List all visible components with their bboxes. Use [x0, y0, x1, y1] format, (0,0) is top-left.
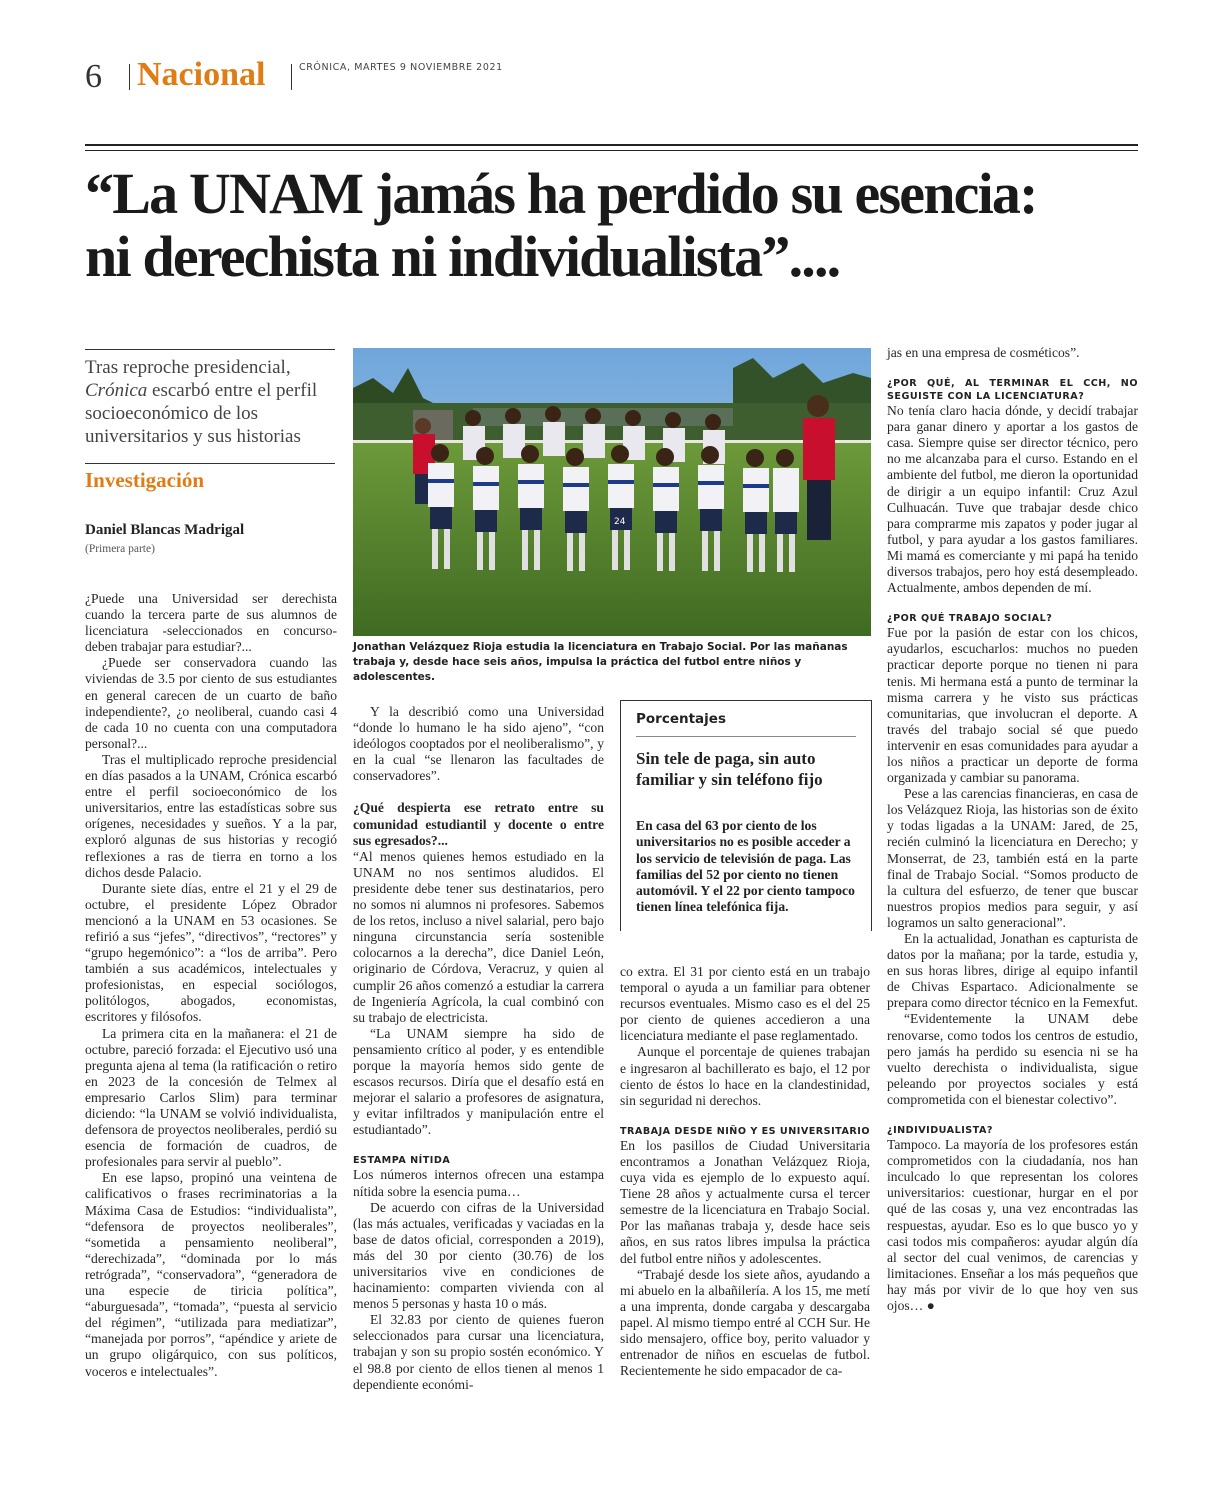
- byline-author: Daniel Blancas Madrigal: [85, 522, 245, 538]
- paragraph: En la actualidad, Jonathan es capturista de datos por la mañana; por la tarde, estudia y, en sus horas libres, dirige al equipo infantil de Chivas Espartaco. Adicionalmente se prepara como director técnico en la Femexfut.: [887, 931, 1138, 1011]
- subheading: TRABAJA DESDE NIÑO Y ES UNIVERSITARIO: [620, 1125, 870, 1137]
- paragraph: Aunque el porcentaje de quienes trabajan e ingresaron al bachillerato es bajo, el 12 por ciento de éstos lo hace en la clandestinidad, sin seguridad ni derechos.: [620, 1044, 870, 1108]
- kicker: Investigación: [85, 468, 205, 492]
- photo-caption: Jonathan Velázquez Rioja estudia la licenciatura en Trabajo Social. Por las mañanas trabaja y, desde hace seis años, impulsa la práctica del futbol entre niños y adolescentes.: [353, 641, 848, 683]
- dateline: CRÓNICA, MARTES 9 NOVIEMBRE 2021: [299, 62, 503, 73]
- page-number: 6: [85, 58, 102, 95]
- sidebar-rule: [636, 736, 856, 737]
- paragraph: Tras el multiplicado reproche presidencial en días pasados a la UNAM, Crónica escarbó entre el perfil socioeconómico de los universitarios, entre las estadísticas sobre sus orígenes, necesidades y sueños. Y a la par, exploró algunas de sus historias y recogió reflexiones a ras de tierra en torno a los dichos desde Palacio.: [85, 751, 337, 880]
- sidebar-subtitle: Sin tele de paga, sin auto familiar y sin teléfono fijo: [636, 749, 823, 789]
- paragraph: Durante siete días, entre el 21 y el 29 de octubre, el presidente López Obrador mencionó a la UNAM en 53 ocasiones. Se refirió a sus “jefes”, “directivos”, “rectores” y “grupo hegemónico”: a “los de arriba”. Pero también a sus académicos, intelectuales y profesionistas, en especial sociólogos, politólogos, abogados, economistas, escritores y filósofos.: [85, 880, 337, 1025]
- subheading: ESTAMPA NÍTIDA: [353, 1155, 451, 1167]
- article-column-1: [85, 591, 337, 1380]
- section-title: Nacional: [137, 56, 266, 93]
- sidebar-title: Porcentajes: [636, 711, 726, 727]
- paragraph: “La UNAM siempre ha sido de pensamiento crítico al poder, y es entendible porque la mayoría hemos sido gente de escasos recursos. Diría que el desafío está en mejorar el salario a profesores de asignatura, y evitar infiltrados y manipulación entre el estudiantado”.: [353, 1025, 604, 1138]
- subheading: ¿POR QUÉ TRABAJO SOCIAL?: [887, 613, 1053, 625]
- header-divider: [291, 64, 292, 90]
- byline-note: (Primera parte): [85, 543, 155, 555]
- paragraph: Pese a las carencias financieras, en casa de los Velázquez Rioja, las historias son de éxito y todas ligadas a la UNAM: Jared, de 25, recién culminó la licenciatura en Derecho; y Monserrat, de 23, también está en la parte final de Trabajo Social. “Somos producto de la cultura del esfuerzo, de tener que buscar nuestros propios medios para seguir, y así logramos un salto generacional”.: [887, 786, 1138, 930]
- deck: [85, 356, 337, 448]
- article-column-2: [353, 704, 604, 1393]
- sidebar-text: En casa del 63 por ciento de los universitarios no es posible acceder a los servicio de televisión de paga. Las familias del 52 por ciento no tienen automóvil. Y el 22 por ciento tampoco tienen línea telefónica fija.: [636, 818, 855, 915]
- paragraph: La primera cita en la mañanera: el 21 de octubre, pareció forzada: el Ejecutivo usó una pregunta ajena al tema (la ratificación o retiro en 2023 de la concesión de Telmex al empresario Carlos Slim) para terminar diciendo: “la UNAM se volvió individualista, defensora de proyectos neoliberales, perdió su esencia de formación de cuadros, de profesionales para servir al pueblo”.: [85, 1025, 337, 1170]
- paragraph: Tampoco. La mayoría de los profesores están comprometidos con la ciudadanía, nos han inculcado lo que representan los colores universitarios: cuestionar, hurgar en el por qué de las cosas y, una vez encontradas las respuestas, ayudar. Eso es lo que busco yo y casi todos mis compañeros: ayudar algún día al sector del cual venimos, de carencias y limitaciones. Enseñar a los más pequeños que hay más por vivir de lo que hoy ven sus ojos… ●: [887, 1137, 1138, 1313]
- subheading: ¿POR QUÉ, AL TERMINAR EL CCH, NO SEGUISTE CON LA LICENCIATURA?: [887, 378, 1138, 403]
- deck-text: escarbó entre el perfil socioeconómico de los universitarios y sus historias: [85, 380, 318, 447]
- headline-line-2: ni derechista ni individualista”....: [85, 224, 840, 289]
- question-heading: ¿Qué despierta ese retrato entre su comunidad estudiantil y docente o entre sus egresados?...: [353, 800, 604, 848]
- paragraph: ¿Puede ser conservadora cuando las viviendas de 3.5 por ciento de sus estudiantes en general carecen de un cuarto de baño independiente?, ¿o neoliberal, cuando casi 4 de cada 10 no cuenta con una computadora personal?...: [85, 655, 337, 751]
- paragraph: “Trabajé desde los siete años, ayudando a mi abuelo en la albañilería. A los 15, me metí a una imprenta, donde cargaba y descargaba papel. Al mismo tiempo entré al CCH Sur. He sido mensajero, office boy, perito valuador y entrenador de niños en escuelas de futbol. Recientemente he sido empacador de ca-: [620, 1266, 870, 1379]
- headline: [85, 162, 1145, 288]
- paragraph: Los números internos ofrecen una estampa nítida sobre la esencia puma…: [353, 1167, 604, 1199]
- article-column-3: [620, 964, 870, 1379]
- jersey-number: 24: [614, 517, 626, 527]
- page-header: [85, 56, 1140, 96]
- deck-rule: [85, 463, 335, 464]
- paragraph: En los pasillos de Ciudad Universitaria encontramos a Jonathan Velázquez Rioja, cuya vida es ejemplo de lo expuesto aquí. Tiene 28 años y actualmente cursa el tercer semestre de la licenciatura en Trabajo Social. Por las mañanas trabaja y, desde hace seis años, en sus ratos libres impulsa la práctica del futbol entre niños y adolescentes.: [620, 1137, 870, 1266]
- header-divider: [129, 64, 130, 90]
- paragraph: Y la describió como una Universidad “donde lo humano le ha sido ajeno”, “con ideólogos cooptados por el neoliberalismo”, y en la cual “se llenaron las facultades de conservadores”.: [353, 704, 604, 784]
- paragraph: ¿Puede una Universidad ser derechista cuando la tercera parte de sus alumnos de licenciatura -seleccionados en concurso- deben trabajar para estudiar?...: [85, 591, 337, 655]
- deck-publication: Crónica: [85, 380, 148, 401]
- headline-rule: [85, 144, 1138, 151]
- paragraph: jas en una empresa de cosméticos”.: [887, 345, 1080, 360]
- paragraph: “Al menos quienes hemos estudiado en la UNAM no nos sentimos aludidos. El presidente debe tener sus destinatarios, pero no somos ni alumnos ni profesores. Sabemos de los retos, incluso a nivel salarial, pero bajo ninguna circunstancia sería sostenible colocarnos a la derecha”, dice Daniel León, originario de Córdova, Veracruz, y quien al cumplir 26 años comenzó a estudiar la carrera de Ingeniería Agrícola, la cual combinó con su trabajo de electricista.: [353, 848, 604, 1025]
- paragraph: co extra. El 31 por ciento está en un trabajo temporal o ayuda a un familiar para obtener recursos eventuales. Mismo caso es el del 25 por ciento de quienes accedieron a una licenciatura mediante el pase reglamentado.: [620, 964, 870, 1044]
- headline-line-1: “La UNAM jamás ha perdido su esencia:: [85, 161, 1037, 226]
- paragraph: En ese lapso, propinó una veintena de calificativos o frases recriminatorias a la Máxima Casa de Estudios: “individualista”, “defensora de proyectos neoliberales”, “sometida a pensamiento neoliberal”, “derechizada”, “dominada por lo más retrógrada”, “conservadora”, “generadora de una especie de tiricia política”, “aburguesada”, “tomada”, “puesta al servicio del régimen”, “utilizada para mediatizar”, “manejada por porros”, “apéndice y ariete de un grupo oligárquico, con sus políticos, voceros e intelectuales”.: [85, 1170, 337, 1379]
- paragraph: No tenía claro hacia dónde, y decidí trabajar para ganar dinero y aportar a los gastos de casa. Siempre quise ser director técnico, pero no me alcanzaba para el curso. Estando en el ambiente del futbol, me dieron la oportunidad de dirigir a un equipo infantil: Cruz Azul Culhuacán. Tuve que trabajar desde chico para comprarme mis zapatos y poder jugar al futbol, y para ayudar a los gastos familiares. Mi mamá es comerciante y mi papá ha tenido diversos trabajos, pero hoy está desempleado. Actualmente, ambos dependen de mí.: [887, 403, 1138, 596]
- paragraph: El 32.83 por ciento de quienes fueron seleccionados para cursar una licenciatura, trabajan y son su propio sostén económico. Y el 98.8 por ciento de ellos tienen al menos 1 dependiente económi-: [353, 1312, 604, 1392]
- subheading: ¿INDIVIDUALISTA?: [887, 1125, 993, 1137]
- deck-rule: [85, 349, 335, 350]
- paragraph: De acuerdo con cifras de la Universidad (las más actuales, verificadas y vaciadas en la base de datos oficial, corresponden a 2019), más del 30 por ciento (30.76) de los universitarios vive en condiciones de hacinamiento: comparten vivienda con al menos 5 personas y hasta 10 o más.: [353, 1199, 604, 1312]
- stats-sidebar: [620, 700, 872, 931]
- article-column-4: [887, 345, 1138, 1314]
- paragraph: Fue por la pasión de estar con los chicos, ayudarlos, escucharlos: muchos no pueden practicar deporte porque no tienen ni para tenis. Mi hermana está a punto de terminar la misma carrera y he visto sus prácticas comunitarias, que involucran el deporte. A través del trabajo social sé que puedo intervenir en esas comunidades para ayudar a los niños a practicar un deporte de forma organizada y cambiar su panorama.: [887, 625, 1138, 786]
- paragraph: “Evidentemente la UNAM debe renovarse, como todos los centros de estudio, pero jamás ha perdido su esencia ni se ha vuelto derechista o individualista, sigue peleando por proyectos sociales y está comprometida con el bienestar colectivo”.: [887, 1011, 1138, 1107]
- team-photo: [353, 348, 871, 636]
- deck-text: Tras reproche presidencial,: [85, 357, 291, 378]
